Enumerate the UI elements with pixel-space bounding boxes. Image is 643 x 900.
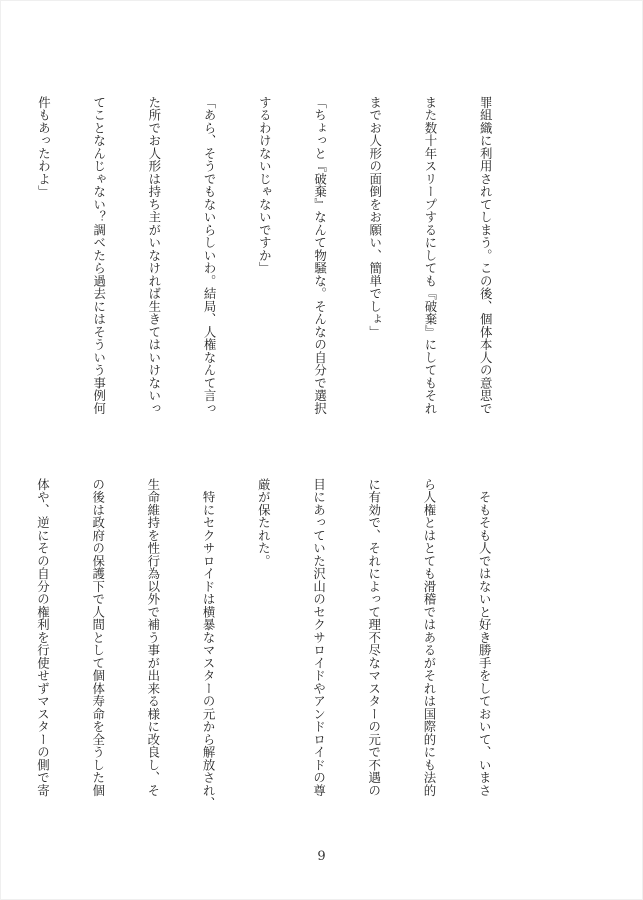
text-column: に有効で、それによって理不尽なマスターの元で不遇の: [366, 478, 382, 797]
text-column: 厳が保たれた。: [256, 478, 272, 568]
page-number: 9: [317, 849, 326, 864]
text-column: また数十年スリープするにしても『破棄』にしてもそれ: [422, 96, 438, 415]
text-column: 目にあっていた沢山のセクサロイドやアンドロイドの尊: [311, 478, 327, 797]
text-column: た所でお人形は持ち主がいなければ生きてはいけないっ: [146, 96, 162, 415]
text-column: そもそも人ではないと好き勝手をしておいて、いまさ: [477, 478, 493, 797]
text-column: 生命維持を性行為以外で補う事が出来る様に改良し、そ: [145, 478, 161, 797]
text-column: 「あら、そうでもないらしいわ。結局、人権なんて言っ: [202, 96, 218, 415]
text-column: ら人権とはとても滑稽ではあるがそれは国際的にも法的: [421, 478, 437, 797]
text-column: 特にセクサロイドは横暴なマスターの元から解放され、: [201, 478, 217, 810]
lower-text-block: [35, 478, 530, 831]
upper-text-block: [36, 96, 531, 452]
text-column: 「ちょっと『破棄』なんて物騒な。そんなの自分で選択: [312, 96, 328, 415]
text-column: 件もあったわよ」: [36, 96, 52, 198]
text-column: するわけないじゃないですか」: [257, 96, 273, 275]
text-column: てことなんじゃない？調べたら過去にはそういう事例何: [91, 96, 107, 415]
text-column: までお人形の面倒をお願い、簡単でしょ」: [367, 96, 383, 339]
text-column: の後は政府の保護下で人間として個体寿命を全うした個: [90, 478, 106, 797]
text-column: 罪組織に利用されてしまう。この後、個体本人の意思で: [478, 96, 494, 415]
text-column: 体や、逆にその自分の権利を行使せずマスターの側で寄: [35, 478, 51, 797]
